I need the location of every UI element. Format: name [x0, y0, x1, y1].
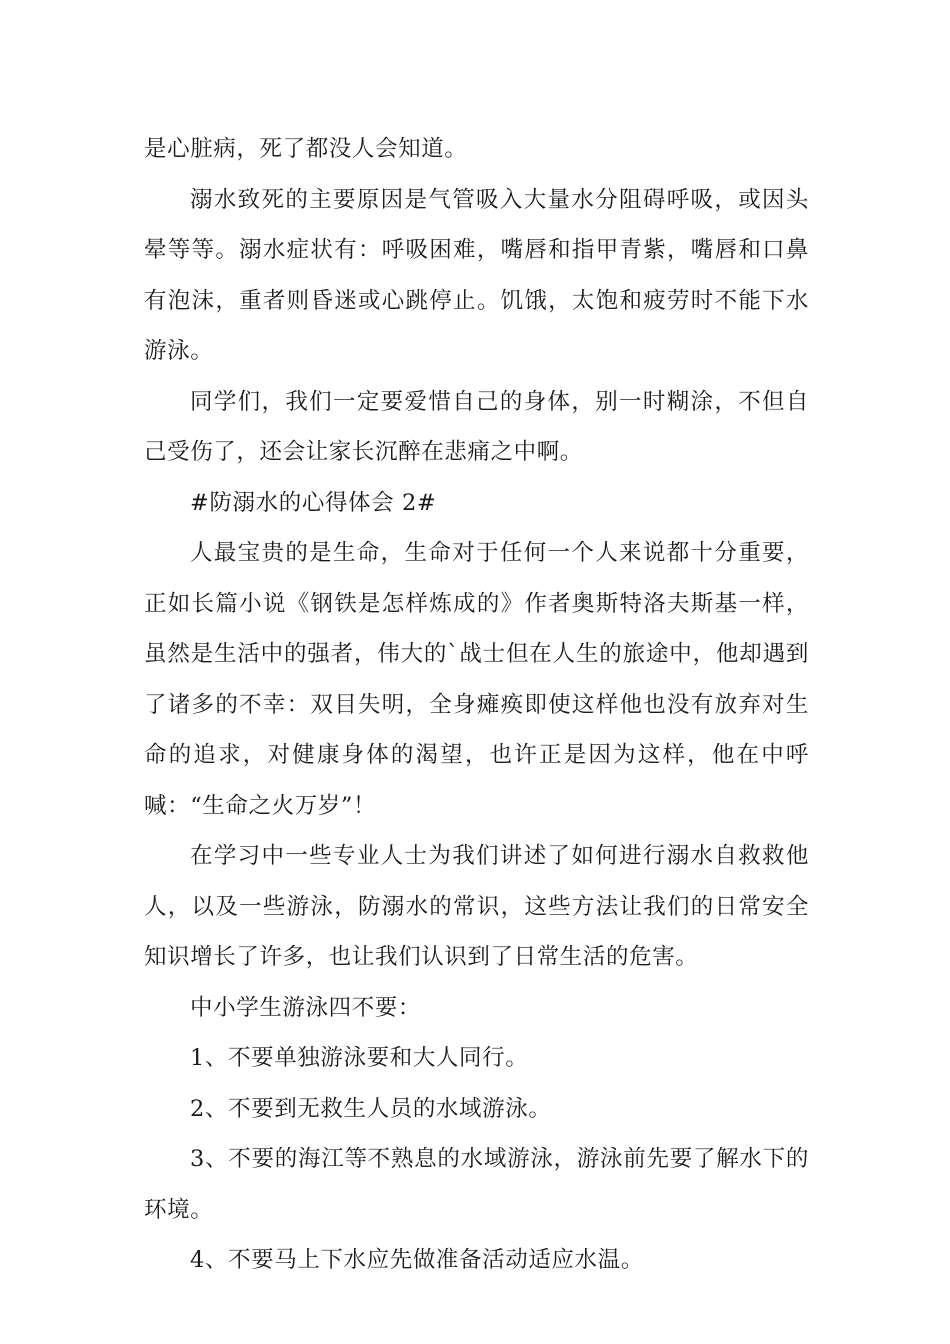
list-item: 4、不要马上下水应先做准备活动适应水温。 — [190, 1247, 644, 1273]
paragraph: 溺水致死的主要原因是气管吸入大量水分阻碍呼吸，或因头晕等等。溺水症状有：呼吸困难，嘴唇和指甲青紫，嘴唇和口鼻有泡沫，重者则昏迷或心跳停止。饥饿，太饱和疲劳时不能下水游泳。 — [144, 186, 809, 364]
list-item: 1、不要单独游泳要和大人同行。 — [190, 1045, 529, 1071]
paragraph: 同学们，我们一定要爱惜自己的身体，别一时糊涂，不但自己受伤了，还会让家长沉醉在悲痛之中啊。 — [144, 388, 809, 465]
paragraph: 是心脏病，死了都没人会知道。 — [144, 136, 468, 162]
paragraph: 在学习中一些专业人士为我们讲述了如何进行溺水自救救他人，以及一些游泳，防溺水的常识，这些方法让我们的日常安全知识增长了许多，也让我们认识到了日常生活的危害。 — [144, 843, 809, 970]
list-heading: 中小学生游泳四不要： — [190, 994, 422, 1021]
section-heading: #防溺水的心得体会 2# — [190, 489, 437, 516]
list-item: 3、不要的海江等不熟息的水域游泳，游泳前先要了解水下的环境。 — [144, 1146, 809, 1223]
paragraph: 人最宝贵的是生命，生命对于任何一个人来说都十分重要，正如长篇小说《钢铁是怎样炼成的》作者奥斯特洛夫斯基一样，虽然是生活中的强者，伟大的`战士但在人生的旅途中，他却遇到了诸多的不幸：双目失明，全身瘫痪即使这样他也没有放弃对生命的追求，对健康身体的渴望，也许正是因为这样，他在中呼喊：“生命之火万岁”！ — [144, 540, 809, 819]
list-item: 2、不要到无救生人员的水域游泳。 — [190, 1095, 552, 1122]
document-page — [144, 124, 809, 1286]
